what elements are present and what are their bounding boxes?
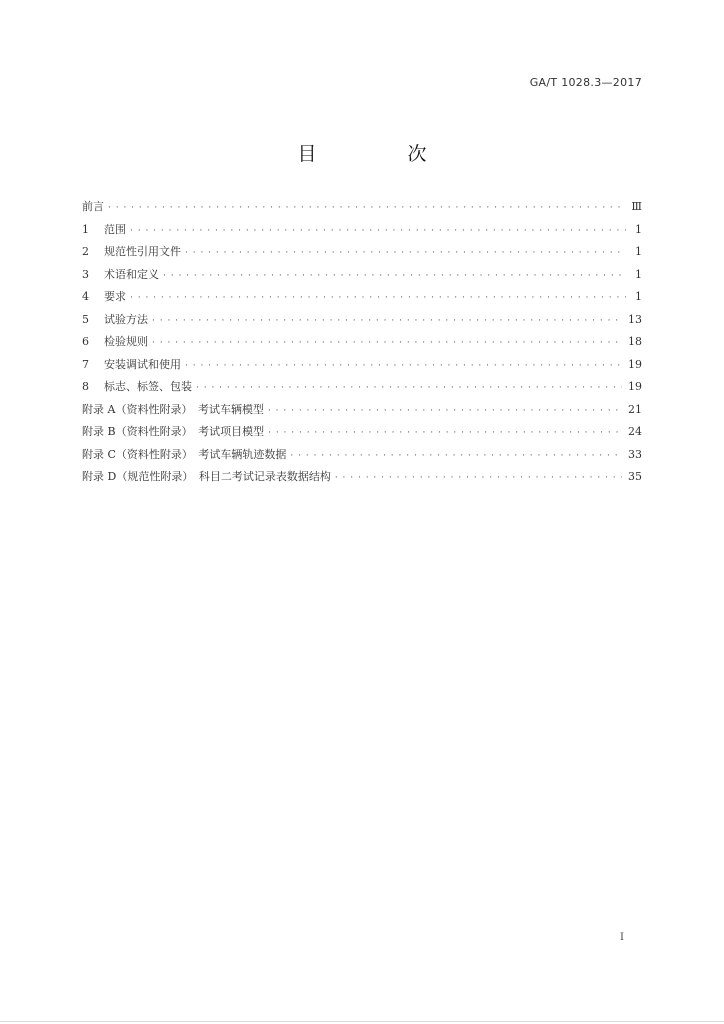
toc-list <box>82 198 642 491</box>
toc-entry[interactable] <box>82 221 642 244</box>
toc-leader-dots <box>335 473 622 483</box>
toc-entry-page: 13 <box>628 312 642 326</box>
toc-entry[interactable] <box>82 468 642 491</box>
toc-entry-page: 35 <box>628 470 642 483</box>
toc-leader-dots <box>268 428 622 438</box>
toc-entry-label <box>82 423 268 439</box>
toc-entry-text: 要求 <box>104 290 126 303</box>
toc-entry-number: 7 <box>82 357 89 371</box>
toc-entry-text: 标志、标签、包装 <box>104 380 192 393</box>
toc-entry-number: 5 <box>82 312 89 326</box>
toc-entry-text: 附录 A（资料性附录） 考试车辆模型 <box>82 402 264 416</box>
toc-entry-text: 安装调试和使用 <box>104 357 181 371</box>
toc-entry-label <box>82 266 163 282</box>
toc-leader-dots <box>152 338 622 348</box>
toc-entry[interactable] <box>82 288 642 311</box>
toc-entry-number: 8 <box>82 380 89 393</box>
toc-leader-dots <box>196 383 622 393</box>
toc-entry-text: 前言 <box>82 200 104 213</box>
toc-leader-dots <box>163 271 626 281</box>
toc-entry-text: 术语和定义 <box>104 267 159 281</box>
toc-entry-page: 1 <box>635 222 642 236</box>
toc-entry-page: 1 <box>635 290 642 303</box>
page-number: I <box>620 932 624 943</box>
toc-entry-label <box>82 356 185 372</box>
toc-entry-page: 21 <box>628 402 642 416</box>
toc-entry[interactable] <box>82 266 642 289</box>
toc-entry-label <box>82 288 130 304</box>
toc-entry-label <box>82 378 196 394</box>
toc-leader-dots <box>268 406 622 416</box>
toc-entry-page: Ⅲ <box>631 200 642 213</box>
toc-entry-text: 附录 B（资料性附录） 考试项目模型 <box>82 425 265 438</box>
toc-entry[interactable] <box>82 243 642 266</box>
toc-entry-page: 19 <box>628 380 642 393</box>
toc-leader-dots <box>185 248 626 258</box>
toc-entry-label <box>82 198 108 214</box>
toc-entry-page: 1 <box>635 245 642 258</box>
document-code: GA/T 1028.3—2017 <box>529 76 642 89</box>
toc-leader-dots <box>108 203 625 213</box>
toc-entry-number: 4 <box>82 290 89 303</box>
toc-entry-page: 18 <box>628 335 642 348</box>
toc-entry-number: 3 <box>82 267 89 281</box>
toc-entry-text: 范围 <box>104 222 126 236</box>
toc-entry[interactable] <box>82 311 642 334</box>
toc-title: 目 次 <box>297 143 463 165</box>
toc-entry[interactable] <box>82 446 642 469</box>
toc-leader-dots <box>185 361 622 371</box>
toc-entry-text: 试验方法 <box>104 312 148 326</box>
toc-leader-dots <box>290 451 622 461</box>
toc-entry-text: 附录 C（资料性附录） 考试车辆轨迹数据 <box>82 447 287 461</box>
toc-entry[interactable] <box>82 378 642 401</box>
toc-entry-text: 检验规则 <box>104 335 148 348</box>
toc-entry-number: 1 <box>82 222 89 236</box>
toc-entry-label <box>82 333 152 349</box>
toc-entry-text: 规范性引用文件 <box>104 245 181 258</box>
toc-entry-label <box>82 401 268 417</box>
toc-entry[interactable] <box>82 198 642 221</box>
toc-entry-page: 19 <box>628 357 642 371</box>
toc-entry-number: 2 <box>82 245 89 258</box>
toc-entry-text: 附录 D（规范性附录） 科目二考试记录表数据结构 <box>82 470 331 483</box>
toc-entry-label <box>82 221 130 237</box>
toc-entry-label <box>82 446 290 462</box>
toc-leader-dots <box>152 316 622 326</box>
toc-leader-dots <box>130 293 626 303</box>
toc-entry[interactable] <box>82 333 642 356</box>
toc-entry-label <box>82 311 152 327</box>
toc-entry-page: 24 <box>628 425 642 438</box>
toc-entry[interactable] <box>82 423 642 446</box>
toc-entry-page: 33 <box>628 447 642 461</box>
toc-entry[interactable] <box>82 401 642 424</box>
toc-entry-label <box>82 243 185 259</box>
toc-leader-dots <box>130 226 626 236</box>
toc-entry-number: 6 <box>82 335 89 348</box>
toc-entry-page: 1 <box>635 267 642 281</box>
toc-entry-label <box>82 468 335 484</box>
toc-entry[interactable] <box>82 356 642 379</box>
bottom-divider <box>0 1021 724 1022</box>
